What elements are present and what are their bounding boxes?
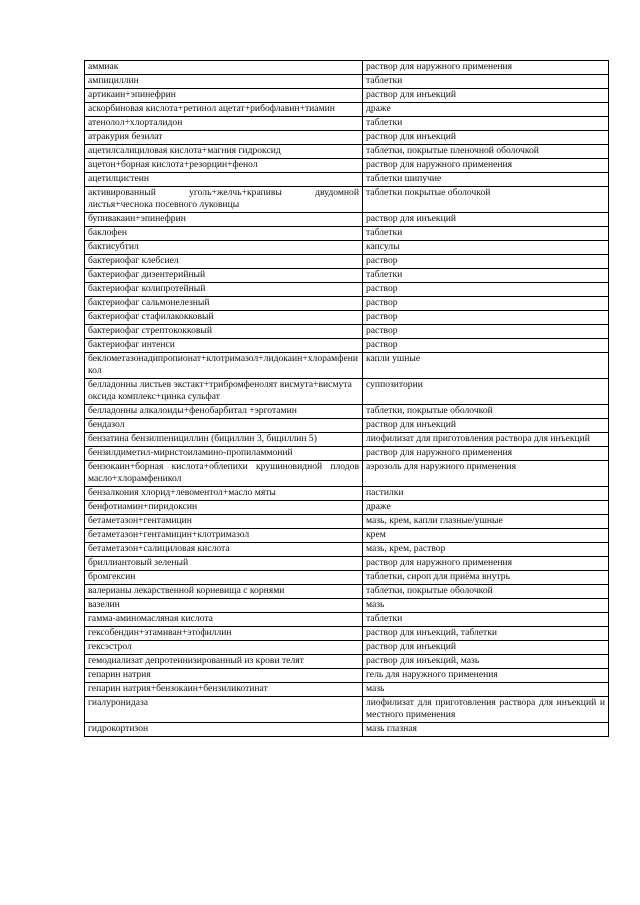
dosage-form-cell: аэрозоль для наружного применения <box>363 461 609 487</box>
dosage-form-cell: таблетки <box>363 75 609 89</box>
drug-name-cell: вазелин <box>85 599 363 613</box>
table-row <box>85 557 609 571</box>
table-row <box>85 585 609 599</box>
dosage-form-cell: раствор для инъекций, мазь <box>363 655 609 669</box>
drug-name-cell: бромгексин <box>85 571 363 585</box>
drug-name-cell: активированный уголь+желчь+крапивы двудомной листья+чеснока посевного луковицы <box>85 187 363 213</box>
drug-name-cell: бактериофаг дизентерийный <box>85 269 363 283</box>
table-row <box>85 173 609 187</box>
dosage-form-cell: раствор для наружного применения <box>363 447 609 461</box>
dosage-form-cell: пастилки <box>363 487 609 501</box>
table-row <box>85 311 609 325</box>
table-row <box>85 117 609 131</box>
drug-name-cell: белладонны алкалоиды+фенобарбитал +эрготамин <box>85 405 363 419</box>
drug-name-cell: гемодиализат депротеинизированный из крови телят <box>85 655 363 669</box>
table-row <box>85 599 609 613</box>
drug-name-cell: бетаметазон+гентамицин+клотримазол <box>85 529 363 543</box>
drug-name-cell: гексобендин+этамиван+этофиллин <box>85 627 363 641</box>
drug-name-cell: бактисубтил <box>85 241 363 255</box>
table-row <box>85 515 609 529</box>
table-row <box>85 405 609 419</box>
dosage-form-cell: мазь глазная <box>363 723 609 737</box>
table-row <box>85 379 609 405</box>
table-row <box>85 723 609 737</box>
dosage-form-cell: драже <box>363 103 609 117</box>
drug-name-cell: ацетилсалициловая кислота+магния гидроксид <box>85 145 363 159</box>
dosage-form-cell: раствор <box>363 255 609 269</box>
table-row <box>85 627 609 641</box>
dosage-form-cell: мазь, крем, капли глазные/ушные <box>363 515 609 529</box>
table-row <box>85 543 609 557</box>
drug-name-cell: гиалуронидаза <box>85 697 363 723</box>
dosage-form-cell: таблетки, покрытые оболочкой <box>363 585 609 599</box>
drug-name-cell: атракурия безилат <box>85 131 363 145</box>
dosage-form-cell: таблетки, покрытые оболочкой <box>363 405 609 419</box>
table-row <box>85 571 609 585</box>
drug-name-cell: бензокаин+борная кислота+облепихи крушиновидной плодов масло+хлорамфеникол <box>85 461 363 487</box>
drug-name-cell: бактериофаг стрептококковый <box>85 325 363 339</box>
table-row <box>85 655 609 669</box>
dosage-form-cell: раствор для инъекций <box>363 419 609 433</box>
table-row <box>85 447 609 461</box>
dosage-form-cell: раствор <box>363 283 609 297</box>
dosage-form-cell: лиофилизат для приготовления раствора для инъекций <box>363 433 609 447</box>
drug-name-cell: ацетилцистеин <box>85 173 363 187</box>
table-row <box>85 159 609 173</box>
table-row <box>85 297 609 311</box>
dosage-form-cell: крем <box>363 529 609 543</box>
dosage-form-cell: раствор для инъекций <box>363 89 609 103</box>
table-row <box>85 697 609 723</box>
document-page <box>84 60 608 737</box>
table-row <box>85 75 609 89</box>
dosage-form-cell: лиофилизат для приготовления раствора для инъекций и местного применения <box>363 697 609 723</box>
table-row <box>85 669 609 683</box>
drug-name-cell: гидрокортизон <box>85 723 363 737</box>
table-row <box>85 461 609 487</box>
dosage-form-cell: мазь <box>363 599 609 613</box>
dosage-form-cell: таблетки <box>363 269 609 283</box>
drug-name-cell: ацетон+борная кислота+резорцин+фенол <box>85 159 363 173</box>
drug-name-cell: бензатина бензилпенициллин (бициллин 3, бициллин 5) <box>85 433 363 447</box>
dosage-form-cell: таблетки <box>363 613 609 627</box>
table-row <box>85 641 609 655</box>
drug-name-cell: аскорбиновая кислота+ретинол ацетат+рибофлавин+тиамин <box>85 103 363 117</box>
dosage-form-cell: раствор <box>363 325 609 339</box>
table-row <box>85 187 609 213</box>
drug-name-cell: бендазол <box>85 419 363 433</box>
drug-name-cell: бактериофаг сальмонелезный <box>85 297 363 311</box>
drug-name-cell: баклофен <box>85 227 363 241</box>
table-row <box>85 683 609 697</box>
drug-name-cell: бетаметазон+гентамицин <box>85 515 363 529</box>
dosage-form-cell: таблетки <box>363 117 609 131</box>
drug-name-cell: бупивакаин+эпинефрин <box>85 213 363 227</box>
drug-name-cell: гамма-аминомасляная кислота <box>85 613 363 627</box>
dosage-form-cell: раствор для инъекций <box>363 641 609 655</box>
dosage-form-cell: раствор <box>363 297 609 311</box>
drug-name-cell: аммиак <box>85 61 363 75</box>
table-row <box>85 487 609 501</box>
drug-name-cell: атенолол+хлорталидон <box>85 117 363 131</box>
drug-name-cell: бриллиантовый зеленый <box>85 557 363 571</box>
table-row <box>85 61 609 75</box>
table-row <box>85 353 609 379</box>
drug-name-cell: артикаин+эпинефрин <box>85 89 363 103</box>
drug-name-cell: бетаметазон+салициловая кислота <box>85 543 363 557</box>
dosage-form-cell: раствор для инъекций <box>363 213 609 227</box>
drug-name-cell: беклометазонадипропионат+клотримазол+лидокаин+хлорамфеникол <box>85 353 363 379</box>
drug-name-cell: белладонны листьев экстакт+трибромфенолят висмута+висмута оксида комплекс+цинка сульфат <box>85 379 363 405</box>
dosage-form-cell: капли ушные <box>363 353 609 379</box>
table-row <box>85 241 609 255</box>
dosage-form-cell: раствор <box>363 339 609 353</box>
drug-name-cell: бактериофаг клебсиел <box>85 255 363 269</box>
dosage-form-cell: раствор для наружного применения <box>363 159 609 173</box>
table-row <box>85 339 609 353</box>
table-row <box>85 103 609 117</box>
drug-name-cell: гепарин натрия+бензокаин+бензиликотинат <box>85 683 363 697</box>
dosage-form-cell: раствор для наружного применения <box>363 557 609 571</box>
table-row <box>85 283 609 297</box>
dosage-form-cell: таблетки покрытые оболочкой <box>363 187 609 213</box>
table-row <box>85 269 609 283</box>
drug-name-cell: бактериофаг колипротейный <box>85 283 363 297</box>
dosage-form-cell: таблетки шипучие <box>363 173 609 187</box>
table-row <box>85 433 609 447</box>
dosage-form-cell: раствор <box>363 311 609 325</box>
drug-name-cell: бактериофаг интенси <box>85 339 363 353</box>
dosage-form-cell: мазь <box>363 683 609 697</box>
drug-name-cell: ампициллин <box>85 75 363 89</box>
drug-name-cell: бактериофаг стафилакокковый <box>85 311 363 325</box>
dosage-form-cell: мазь, крем, раствор <box>363 543 609 557</box>
dosage-form-cell: раствор для наружного применения <box>363 61 609 75</box>
dosage-form-cell: раствор для инъекций, таблетки <box>363 627 609 641</box>
drug-name-cell: гексэстрол <box>85 641 363 655</box>
table-row <box>85 529 609 543</box>
drug-table <box>84 60 609 737</box>
dosage-form-cell: раствор для инъекций <box>363 131 609 145</box>
table-row <box>85 213 609 227</box>
table-row <box>85 325 609 339</box>
drug-name-cell: бензилдиметил-миристоиламино-пропиламмоний <box>85 447 363 461</box>
dosage-form-cell: капсулы <box>363 241 609 255</box>
table-row <box>85 227 609 241</box>
drug-table-body <box>85 61 609 737</box>
dosage-form-cell: суппозитории <box>363 379 609 405</box>
dosage-form-cell: таблетки <box>363 227 609 241</box>
drug-name-cell: бензалкония хлорид+левоментол+масло мяты <box>85 487 363 501</box>
table-row <box>85 613 609 627</box>
table-row <box>85 89 609 103</box>
drug-name-cell: гепарин натрия <box>85 669 363 683</box>
dosage-form-cell: таблетки, сироп для приёма внутрь <box>363 571 609 585</box>
table-row <box>85 131 609 145</box>
table-row <box>85 419 609 433</box>
drug-name-cell: валерианы лекарственной корневища с корнями <box>85 585 363 599</box>
dosage-form-cell: драже <box>363 501 609 515</box>
dosage-form-cell: таблетки, покрытые пленочной оболочкой <box>363 145 609 159</box>
dosage-form-cell: гель для наружного применения <box>363 669 609 683</box>
drug-name-cell: бенфотиамин+пиридоксин <box>85 501 363 515</box>
table-row <box>85 501 609 515</box>
table-row <box>85 145 609 159</box>
table-row <box>85 255 609 269</box>
